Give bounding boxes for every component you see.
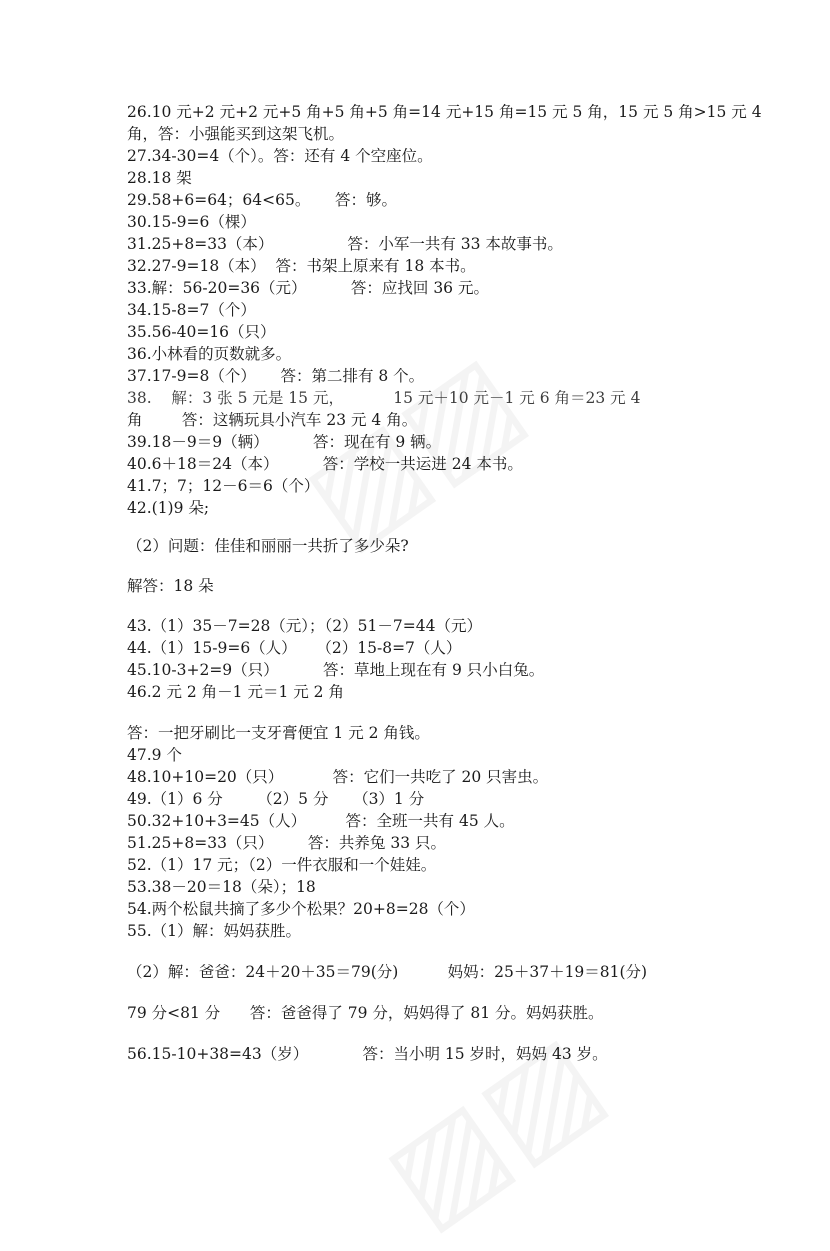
answer-40: 40.6＋18＝24（本） 答：学校一共运进 24 本书。	[127, 455, 523, 473]
answer-26-line-1: 26.10 元+2 元+2 元+5 角+5 角+5 角=14 元+15 角=15 元 5 角，15 元 5 角>15 元 4	[127, 103, 762, 121]
answer-35: 35.56-40=16（只）	[127, 323, 276, 341]
answer-55-2: （2）解：爸爸：24＋20＋35＝79(分) 妈妈：25＋37＋19＝81(分)	[127, 963, 648, 981]
answer-43: 43.（1）35－7=28（元）；（2）51－7=44（元）	[127, 617, 482, 635]
answer-30: 30.15-9=6（棵）	[127, 213, 256, 231]
answer-46: 46.2 元 2 角－1 元＝1 元 2 角	[127, 683, 344, 701]
answer-34: 34.15-8=7（个）	[127, 301, 256, 319]
answer-46-reply: 答：一把牙刷比一支牙膏便宜 1 元 2 角钱。	[127, 724, 430, 742]
answer-42-2: （2）问题：佳佳和丽丽一共折了多少朵?	[127, 537, 409, 555]
answer-48: 48.10+10=20（只） 答：它们一共吃了 20 只害虫。	[127, 768, 549, 786]
answer-54: 54.两个松鼠共摘了多少个松果？20+8=28（个）	[127, 900, 475, 918]
answer-29: 29.58+6=64；64<65。 答：够。	[127, 191, 398, 209]
answer-31: 31.25+8=33（本） 答：小军一共有 33 本故事书。	[127, 235, 563, 253]
answer-39: 39.18－9＝9（辆） 答：现在有 9 辆。	[127, 433, 442, 451]
answer-51: 51.25+8=33（只） 答：共养兔 33 只。	[127, 834, 446, 852]
answer-55-reply: 79 分<81 分 答：爸爸得了 79 分，妈妈得了 81 分。妈妈获胜。	[127, 1004, 604, 1022]
answer-47: 47.9 个	[127, 746, 182, 764]
answer-28: 28.18 架	[127, 169, 192, 187]
answer-36: 36.小林看的页数就多。	[127, 345, 292, 363]
answer-27: 27.34-30=4（个）。答：还有 4 个空座位。	[127, 147, 433, 165]
answer-38-line-1: 38. 解：3 张 5 元是 15 元， 15 元＋10 元－1 元 6 角＝23 元 4	[127, 389, 641, 407]
answer-53: 53.38－20＝18（朵）；18	[127, 878, 316, 896]
answer-45: 45.10-3+2=9（只） 答：草地上现在有 9 只小白兔。	[127, 661, 545, 679]
answer-42-solution: 解答：18 朵	[127, 577, 214, 595]
answer-41: 41.7；7；12－6＝6（个）	[127, 477, 320, 495]
answer-42-1: 42.(1)9 朵;	[127, 499, 210, 517]
answer-55-1: 55.（1）解：妈妈获胜。	[127, 922, 302, 940]
answer-52: 52.（1）17 元；（2）一件衣服和一个娃娃。	[127, 856, 437, 874]
answer-50: 50.32+10+3=45（人） 答：全班一共有 45 人。	[127, 812, 515, 830]
answer-49: 49.（1）6 分 （2）5 分 （3）1 分	[127, 790, 425, 808]
answer-38-line-2: 角 答：这辆玩具小汽车 23 元 4 角。	[127, 411, 418, 429]
answer-33: 33.解：56-20=36（元） 答：应找回 36 元。	[127, 279, 489, 297]
answer-26-line-2: 角，答：小强能买到这架飞机。	[127, 125, 345, 143]
answer-56: 56.15-10+38=43（岁） 答：当小明 15 岁时，妈妈 43 岁。	[127, 1045, 608, 1063]
answer-44: 44.（1）15-9=6（人） （2）15-8=7（人）	[127, 639, 462, 657]
answer-32: 32.27-9=18（本） 答：书架上原来有 18 本书。	[127, 257, 476, 275]
answer-37: 37.17-9=8（个） 答：第二排有 8 个。	[127, 367, 425, 385]
